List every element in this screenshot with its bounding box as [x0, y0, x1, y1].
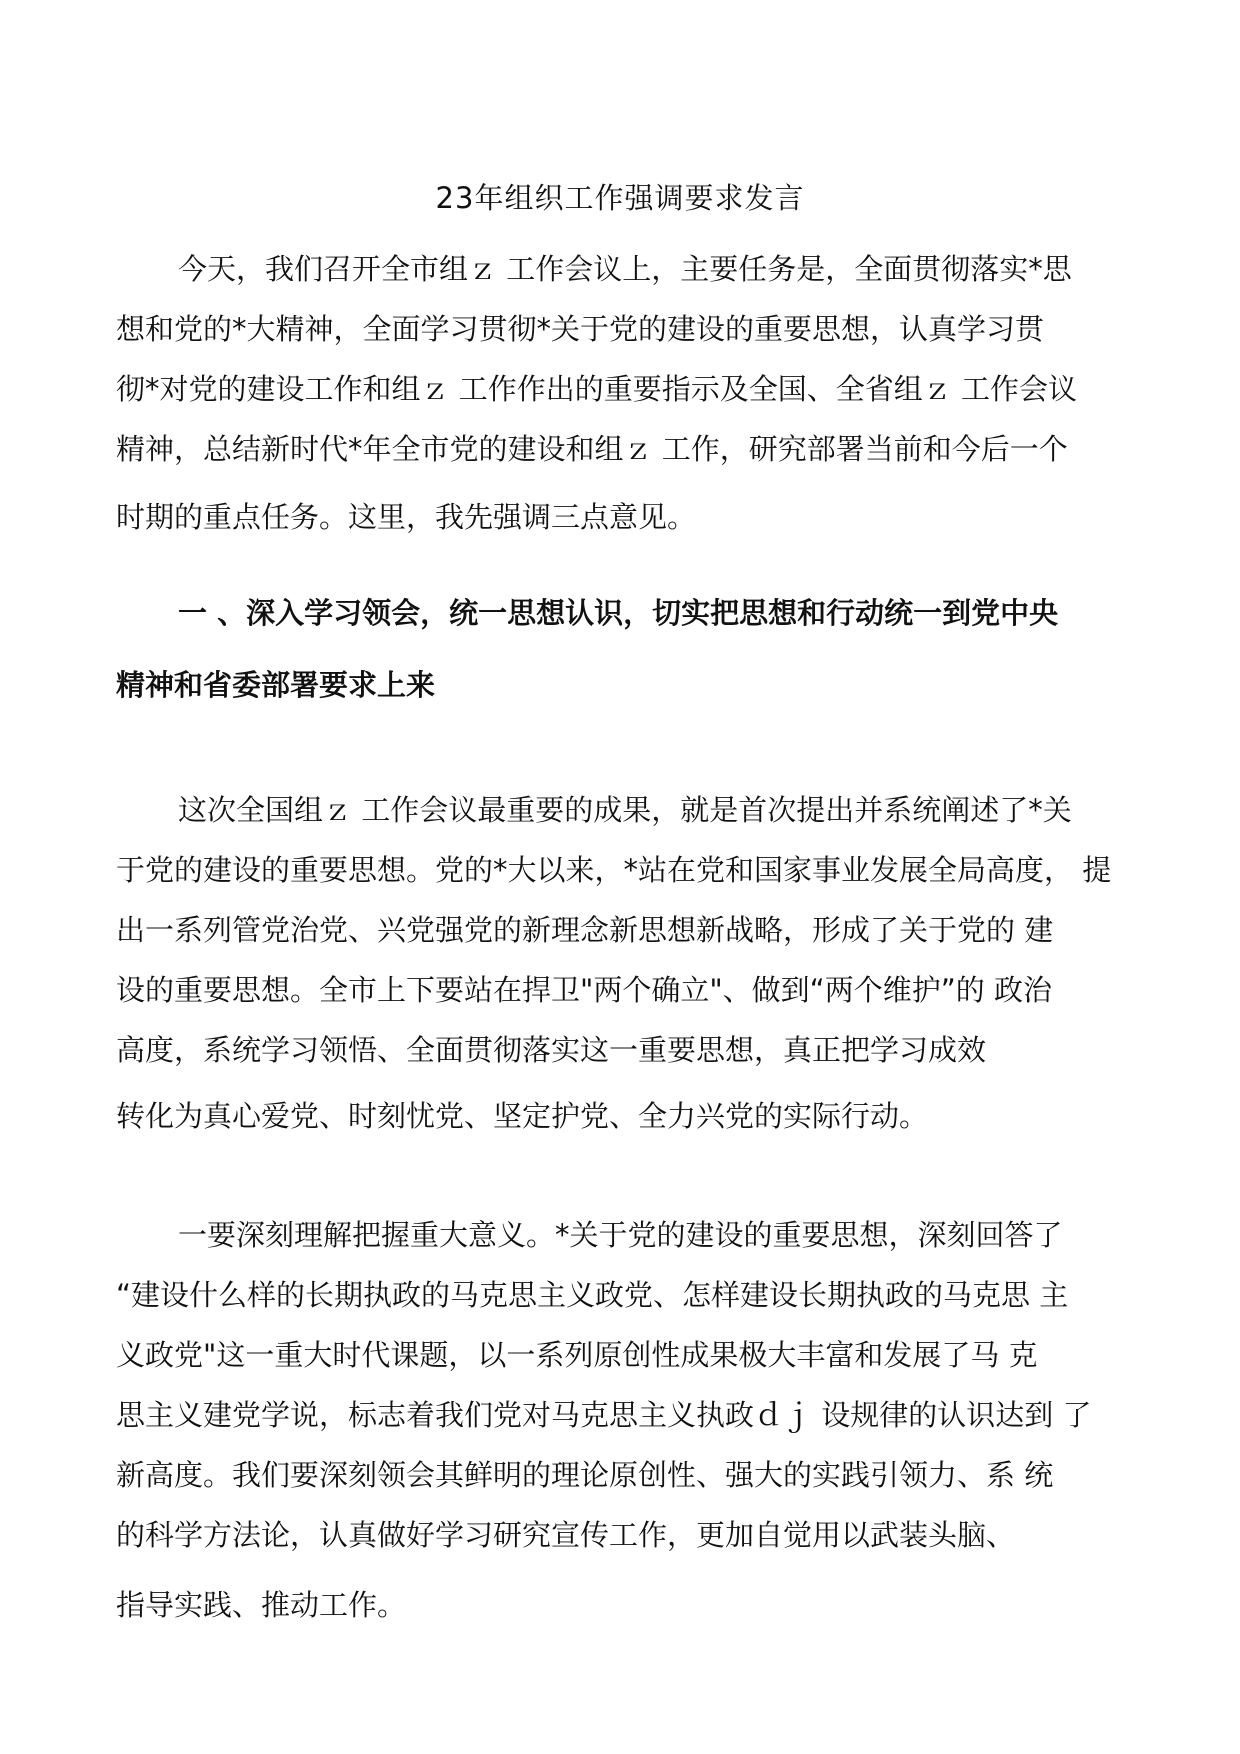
- paragraph-line: 高度，系统学习领悟、全面贯彻落实这一重要思想，真正把学习成效: [116, 1033, 987, 1067]
- paragraph-line: 设的重要思想。全市上下要站在捍卫"两个确立"、做到“两个维护”的 政治: [116, 973, 1052, 1007]
- paragraph-line: 指导实践、推动工作。: [116, 1588, 407, 1622]
- section-heading-1: [116, 583, 1126, 715]
- paragraph-line: 想和党的*大精神，全面学习贯彻*关于党的建设的重要思想，认真学习贯: [116, 312, 1045, 346]
- paragraph-conference-results: [116, 780, 1126, 1146]
- paragraph-significance: [116, 1205, 1126, 1635]
- paragraph-line: 转化为真心爱党、时刻忧党、坚定护党、全力兴党的实际行动。: [116, 1099, 929, 1133]
- heading-line: 精神和省委部署要求上来: [116, 668, 436, 702]
- paragraph-line: 这次全国组ｚ 工作会议最重要的成果，就是首次提出并系统阐述了*关: [178, 793, 1072, 827]
- paragraph-line: “建设什么样的长期执政的马克思主义政党、怎样建设长期执政的马克思 主: [116, 1278, 1069, 1312]
- paragraph-line: 时期的重点任务。这里，我先强调三点意见。: [116, 500, 697, 534]
- paragraph-line: 新高度。我们要深刻领会其鲜明的理论原创性、强大的实践引领力、系 统: [116, 1458, 1054, 1492]
- paragraph-line: 今天，我们召开全市组ｚ 工作会议上，主要任务是，全面贯彻落实*思: [178, 252, 1072, 286]
- paragraph-intro: [116, 239, 1126, 547]
- paragraph-line: 思主义建党学说，标志着我们党对马克思主义执政ｄｊ 设规律的认识达到 了: [116, 1398, 1092, 1432]
- paragraph-line: 于党的建设的重要思想。党的*大以来，*站在党和国家事业发展全局高度， 提: [116, 853, 1112, 887]
- document-title: 23年组织工作强调要求发言: [435, 181, 805, 215]
- paragraph-line: 义政党"这一重大时代课题，以一系列原创性成果极大丰富和发展了马 克: [116, 1338, 1038, 1372]
- paragraph-line: 精神，总结新时代*年全市党的建设和组ｚ 工作，研究部署当前和今后一个: [116, 432, 1068, 466]
- paragraph-line: 一要深刻理解把握重大意义。*关于党的建设的重要思想，深刻回答了: [178, 1218, 1063, 1252]
- heading-line: 一 、深入学习领会，统一思想认识，切实把思想和行动统一到党中央: [178, 596, 1059, 630]
- paragraph-line: 的科学方法论，认真做好学习研究宣传工作，更加自觉用以武装头脑、: [116, 1518, 1016, 1552]
- paragraph-line: 彻*对党的建设工作和组ｚ 工作作出的重要指示及全国、全省组ｚ 工作会议: [116, 372, 1077, 406]
- paragraph-line: 出一系列管党治党、兴党强党的新理念新思想新战略，形成了关于党的 建: [116, 913, 1054, 947]
